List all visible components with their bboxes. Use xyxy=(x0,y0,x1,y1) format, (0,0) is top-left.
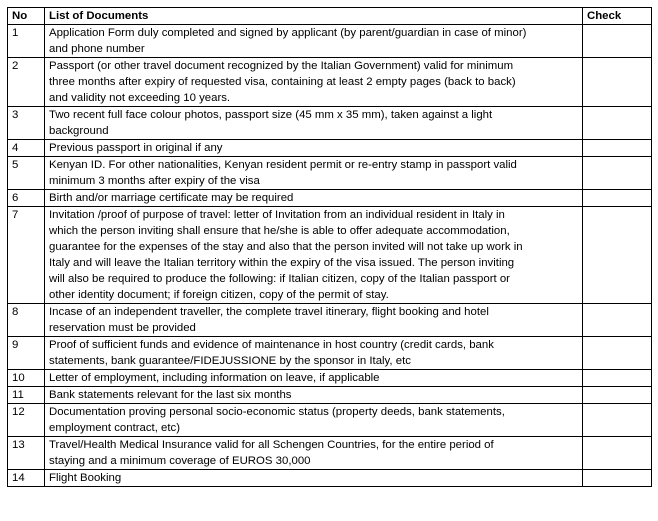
row-number: 10 xyxy=(8,370,45,387)
document-description: Bank statements relevant for the last six months xyxy=(45,387,583,404)
row-number: 13 xyxy=(8,437,45,470)
table-header-row xyxy=(8,8,652,25)
row-number: 5 xyxy=(8,157,45,190)
check-cell[interactable] xyxy=(583,207,652,304)
document-description: Proof of sufficient funds and evidence of maintenance in host country (credit cards, bank statements, bank guarantee/FIDEJUSSIONE by the sponsor in Italy, etc xyxy=(45,337,583,370)
document-description: Incase of an independent traveller, the complete travel itinerary, flight booking and hotel reservation must be provided xyxy=(45,304,583,337)
check-cell[interactable] xyxy=(583,437,652,470)
row-number: 9 xyxy=(8,337,45,370)
table-row xyxy=(8,387,652,404)
table-row xyxy=(8,58,652,107)
document-description: Passport (or other travel document recognized by the Italian Government) valid for minimum three months after expiry of requested visa, containing at least 2 empty pages (back to back) and validity not exceeding 10 years. xyxy=(45,58,583,107)
row-number: 7 xyxy=(8,207,45,304)
table-row xyxy=(8,370,652,387)
check-cell[interactable] xyxy=(583,140,652,157)
check-cell[interactable] xyxy=(583,470,652,487)
document-description: Documentation proving personal socio-economic status (property deeds, bank statements, employment contract, etc) xyxy=(45,404,583,437)
check-cell[interactable] xyxy=(583,370,652,387)
table-row xyxy=(8,404,652,437)
row-number: 4 xyxy=(8,140,45,157)
document-description: Birth and/or marriage certificate may be required xyxy=(45,190,583,207)
document-description: Letter of employment, including information on leave, if applicable xyxy=(45,370,583,387)
check-cell[interactable] xyxy=(583,404,652,437)
row-number: 8 xyxy=(8,304,45,337)
check-cell[interactable] xyxy=(583,25,652,58)
row-number: 12 xyxy=(8,404,45,437)
table-row xyxy=(8,25,652,58)
check-cell[interactable] xyxy=(583,337,652,370)
check-cell[interactable] xyxy=(583,107,652,140)
document-description: Travel/Health Medical Insurance valid for all Schengen Countries, for the entire period of staying and a minimum coverage of EUROS 30,000 xyxy=(45,437,583,470)
row-number: 1 xyxy=(8,25,45,58)
document-description: Flight Booking xyxy=(45,470,583,487)
row-number: 14 xyxy=(8,470,45,487)
table-row xyxy=(8,157,652,190)
document-description: Previous passport in original if any xyxy=(45,140,583,157)
table-row xyxy=(8,337,652,370)
table-row xyxy=(8,107,652,140)
table-row xyxy=(8,190,652,207)
check-cell[interactable] xyxy=(583,387,652,404)
row-number: 6 xyxy=(8,190,45,207)
document-description: Two recent full face colour photos, passport size (45 mm x 35 mm), taken against a light background xyxy=(45,107,583,140)
table-row xyxy=(8,140,652,157)
document-description: Kenyan ID. For other nationalities, Kenyan resident permit or re-entry stamp in passport valid minimum 3 months after expiry of the visa xyxy=(45,157,583,190)
check-cell[interactable] xyxy=(583,157,652,190)
documents-table xyxy=(7,7,652,487)
document-description: Application Form duly completed and signed by applicant (by parent/guardian in case of minor) and phone number xyxy=(45,25,583,58)
row-number: 2 xyxy=(8,58,45,107)
table-row xyxy=(8,304,652,337)
check-cell[interactable] xyxy=(583,190,652,207)
header-no: No xyxy=(8,8,45,25)
row-number: 11 xyxy=(8,387,45,404)
table-row xyxy=(8,470,652,487)
row-number: 3 xyxy=(8,107,45,140)
header-check: Check xyxy=(583,8,652,25)
check-cell[interactable] xyxy=(583,304,652,337)
header-list-of-documents: List of Documents xyxy=(45,8,583,25)
table-row xyxy=(8,207,652,304)
document-description: Invitation /proof of purpose of travel: letter of Invitation from an individual resident in Italy in which the person inviting shall ensure that he/she is able to offer adequate accommodation, guarantee for the expenses of the stay and also that the person invited will not take up work in Italy and will leave the Italian territory within the expiry of the visa issued. The person inviting will also be required to produce the following: if Italian citizen, copy of the Italian passport or other identity document; if foreign citizen, copy of the permit of stay. xyxy=(45,207,583,304)
check-cell[interactable] xyxy=(583,58,652,107)
table-row xyxy=(8,437,652,470)
